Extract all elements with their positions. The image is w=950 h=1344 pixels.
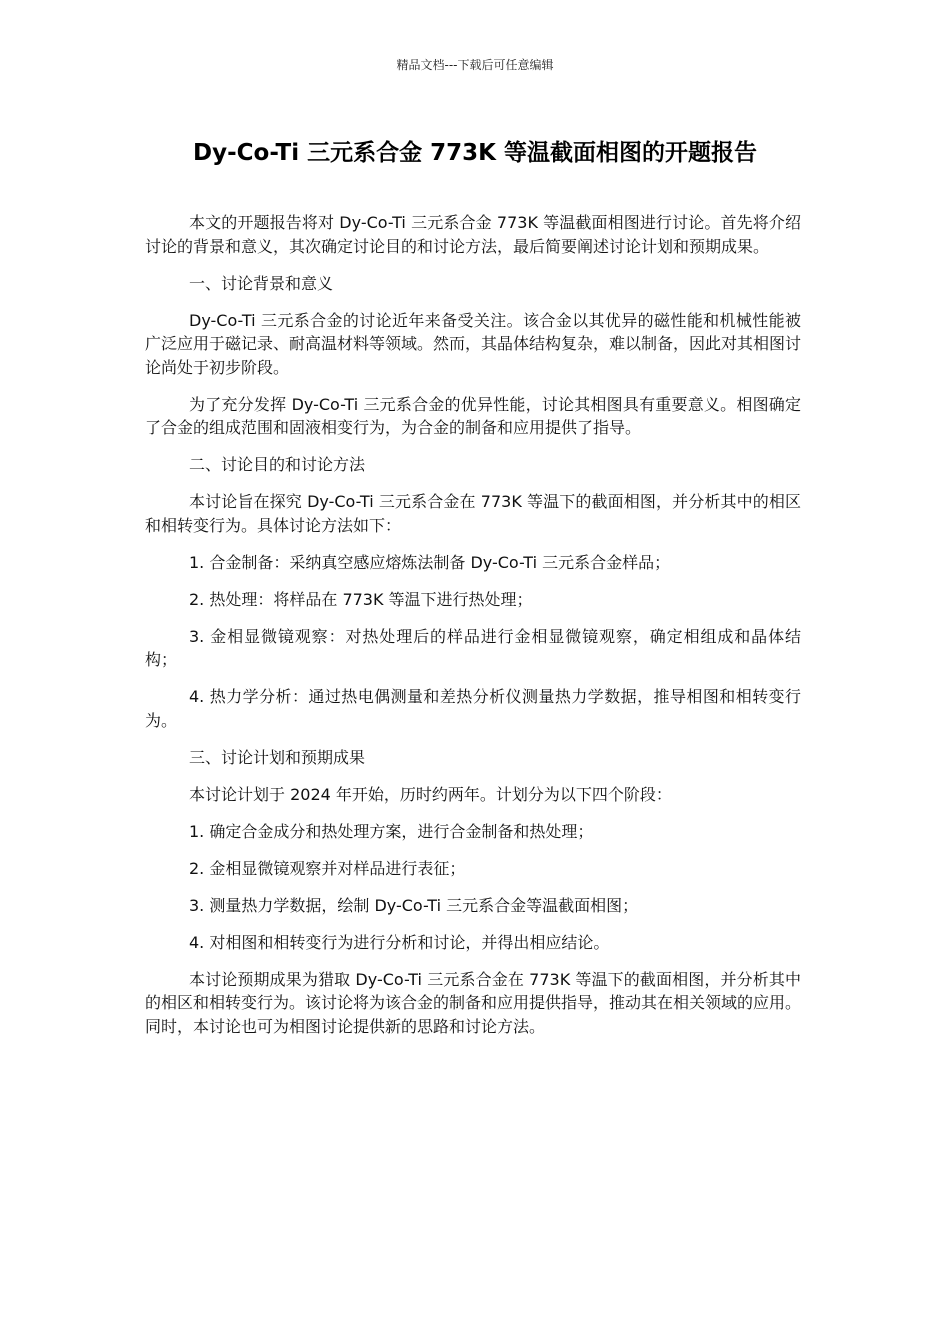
objectives-paragraph: 本讨论旨在探究 Dy-Co-Ti 三元系合金在 773K 等温下的截面相图，并分析其中的相区和相转变行为。具体讨论方法如下： <box>145 492 801 535</box>
method-item-3: 3. 金相显微镜观察：对热处理后的样品进行金相显微镜观察，确定相组成和晶体结构； <box>145 626 801 669</box>
background-paragraph-1: Dy-Co-Ti 三元系合金的讨论近年来备受关注。该合金以其优异的磁性能和机械性能被广泛应用于磁记录、耐高温材料等领域。然而，其晶体结构复杂，难以制备，因此对其相图讨论尚处于初步阶段。 <box>145 310 802 377</box>
page-header-note: 精品文档---下载后可任意编辑 <box>396 58 554 72</box>
method-item-2: 2. 热处理：将样品在 773K 等温下进行热处理； <box>189 589 533 609</box>
document-body <box>145 211 801 1052</box>
section-heading-background: 一、讨论背景和意义 <box>189 273 334 293</box>
expected-results-paragraph: 本讨论预期成果为猎取 Dy-Co-Ti 三元系合金在 773K 等温下的截面相图，并分析其中的相区和相转变行为。该讨论将为该合金的制备和应用提供指导，推动其在相关领域的应用。同时，本讨论也可为相图讨论提供新的思路和讨论方法。 <box>145 969 802 1036</box>
intro-paragraph: 本文的开题报告将对 Dy-Co-Ti 三元系合金 773K 等温截面相图进行讨论。首先将介绍讨论的背景和意义，其次确定讨论目的和讨论方法，最后简要阐述讨论计划和预期成果。 <box>145 213 801 256</box>
section-heading-plan: 三、讨论计划和预期成果 <box>189 747 366 767</box>
plan-paragraph: 本讨论计划于 2024 年开始，历时约两年。计划分为以下四个阶段： <box>189 784 672 804</box>
plan-item-3: 3. 测量热力学数据，绘制 Dy-Co-Ti 三元系合金等温截面相图； <box>189 895 639 915</box>
plan-item-4: 4. 对相图和相转变行为进行分析和讨论，并得出相应结论。 <box>189 932 610 952</box>
document-title: Dy-Co-Ti 三元系合金 773K 等温截面相图的开题报告 <box>193 140 757 166</box>
section-heading-objectives: 二、讨论目的和讨论方法 <box>189 455 366 474</box>
background-paragraph-2: 为了充分发挥 Dy-Co-Ti 三元系合金的优异性能，讨论其相图具有重要意义。相图确定了合金的组成范围和固液相变行为，为合金的制备和应用提供了指导。 <box>145 394 801 437</box>
plan-item-1: 1. 确定合金成分和热处理方案，进行合金制备和热处理； <box>189 821 594 841</box>
method-item-4: 4. 热力学分析：通过热电偶测量和差热分析仪测量热力学数据，推导相图和相转变行为。 <box>145 687 801 730</box>
method-item-1: 1. 合金制备：采纳真空感应熔炼法制备 Dy-Co-Ti 三元系合金样品； <box>189 552 671 572</box>
plan-item-2: 2. 金相显微镜观察并对样品进行表征； <box>189 858 466 878</box>
